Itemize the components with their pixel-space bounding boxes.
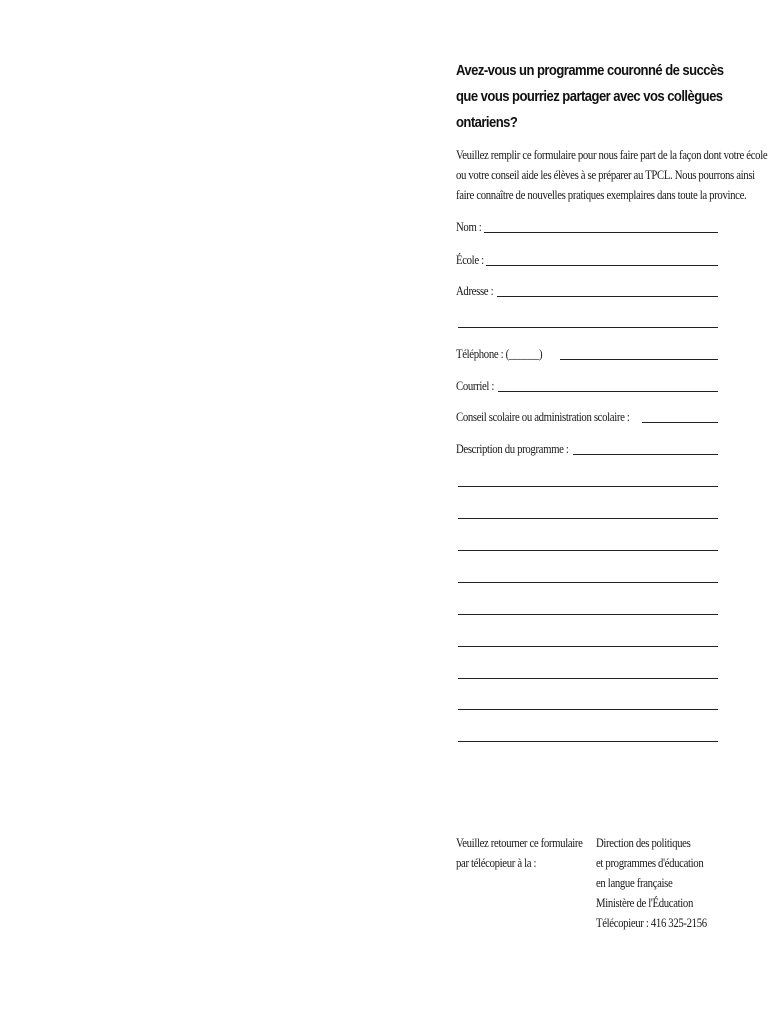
ecole-field[interactable] xyxy=(456,250,718,268)
description-line[interactable] xyxy=(458,741,718,742)
form-title xyxy=(456,58,726,136)
conseil-field[interactable] xyxy=(456,407,718,425)
conseil-input-line[interactable] xyxy=(642,421,718,423)
description-line[interactable] xyxy=(458,614,718,615)
description-line[interactable] xyxy=(458,646,718,647)
ecole-label: École : xyxy=(456,253,484,267)
nom-input-line[interactable] xyxy=(484,231,718,233)
address-line: et programmes d'éducation xyxy=(596,856,704,870)
return-line: Veuillez retourner ce formulaire xyxy=(456,836,583,850)
description-field[interactable] xyxy=(456,439,718,457)
adresse-continuation-line[interactable] xyxy=(458,327,718,328)
address-line: Direction des politiques xyxy=(596,836,691,850)
description-line[interactable] xyxy=(458,678,718,679)
return-line: par télécopieur à la : xyxy=(456,856,537,870)
address-line: Ministère de l'Éducation xyxy=(596,896,693,910)
ecole-input-line[interactable] xyxy=(486,264,718,266)
description-input-line[interactable] xyxy=(573,453,718,455)
adresse-label: Adresse : xyxy=(456,284,494,298)
description-line[interactable] xyxy=(458,709,718,710)
courriel-field[interactable] xyxy=(456,376,718,394)
description-line[interactable] xyxy=(458,518,718,519)
nom-label: Nom : xyxy=(456,220,482,234)
title-line: ontariens? xyxy=(456,115,518,131)
description-line[interactable] xyxy=(458,486,718,487)
return-address xyxy=(596,833,742,933)
title-line: que vous pourriez partager avec vos collègues xyxy=(456,89,723,105)
telephone-label: Téléphone : (______) xyxy=(456,347,543,361)
telephone-input-line[interactable] xyxy=(560,358,718,360)
courriel-label: Courriel : xyxy=(456,379,495,393)
description-line[interactable] xyxy=(458,550,718,551)
conseil-label: Conseil scolaire ou administration scolaire : xyxy=(456,410,630,424)
telephone-field[interactable] xyxy=(456,344,718,362)
description-line[interactable] xyxy=(458,582,718,583)
intro-paragraph xyxy=(456,145,768,205)
return-instructions xyxy=(456,833,594,873)
adresse-field[interactable] xyxy=(456,281,718,299)
fax-number: Télécopieur : 416 325-2156 xyxy=(596,916,707,930)
description-label: Description du programme : xyxy=(456,442,569,456)
intro-line: Veuillez remplir ce formulaire pour nous faire part de la façon dont votre école xyxy=(456,148,768,162)
nom-field[interactable] xyxy=(456,217,718,235)
courriel-input-line[interactable] xyxy=(498,390,718,392)
intro-line: faire connaître de nouvelles pratiques exemplaires dans toute la province. xyxy=(456,188,747,202)
title-line: Avez-vous un programme couronné de succès xyxy=(456,63,724,79)
intro-line: ou votre conseil aide les élèves à se préparer au TPCL. Nous pourrons ainsi xyxy=(456,168,755,182)
address-line: en langue française xyxy=(596,876,673,890)
adresse-input-line[interactable] xyxy=(497,295,718,297)
